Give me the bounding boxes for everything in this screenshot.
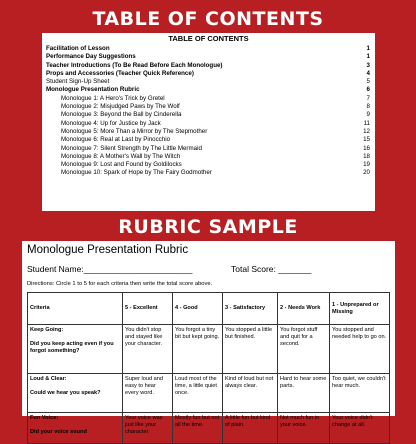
toc-entry (46, 153, 371, 161)
score-cell: Your voice didn't change at all. (330, 413, 390, 444)
score-cell: Your voice was just like your character. (123, 413, 173, 444)
toc-entry-label: Facilitation of Lesson (46, 45, 110, 52)
toc-banner-heading: TABLE OF CONTENTS (92, 8, 324, 30)
toc-entry-page: 20 (363, 169, 370, 177)
toc-entry (46, 53, 371, 61)
toc-list (46, 45, 371, 178)
toc-entry-page: 1 (366, 45, 370, 52)
toc-entry-page: 12 (363, 127, 370, 135)
toc-entry-label: Monologue 5: More Than a Mirror by The Stepmother (61, 127, 208, 135)
toc-entry-label: Monologue 2: Misjudged Paws by The Wolf (61, 103, 180, 111)
criterion-question: Could we hear you speak? (30, 389, 101, 396)
header-criteria: Criteria (28, 293, 123, 325)
toc-entry (46, 78, 371, 86)
toc-entry-label: Student Sign-Up Sheet (46, 78, 110, 86)
score-cell: Not much fun in your voice. (278, 413, 330, 444)
toc-entry-page: 18 (363, 152, 370, 160)
score-cell: You forgot a tiny bit but kept going. (173, 325, 223, 374)
score-cell: Mostly fun but not all the time. (173, 413, 223, 444)
toc-entry (46, 86, 371, 94)
toc-entry (46, 136, 371, 144)
rubric-directions: Directions: Circle 1 to 5 for each criteria then write the total score above. (27, 281, 213, 287)
score-cell: Loud most of the time, a little quiet once. (173, 374, 223, 413)
toc-entry-page: 11 (363, 119, 370, 127)
rubric-header-row (28, 293, 390, 325)
score-cell: Super loud and easy to hear every word. (123, 374, 173, 413)
header-good: 4 - Good (173, 293, 223, 325)
toc-entry (46, 120, 371, 128)
toc-entry-label: Monologue 4: Up for Justice by Jack (61, 119, 161, 127)
toc-entry-label: Monologue 6: Real at Last by Pinocchio (61, 136, 171, 144)
criterion-cell (28, 374, 123, 413)
toc-entry-label: Monologue 10: Spark of Hope by The Fairy Godmother (61, 169, 212, 177)
toc-inner-title: TABLE OF CONTENTS (168, 34, 249, 43)
criterion-question: Did you keep acting even if you forgot something? (30, 340, 114, 354)
rubric-row-loud-clear (28, 374, 390, 413)
toc-entry-page: 7 (366, 94, 370, 102)
score-cell: Kind of loud but not always clear. (223, 374, 278, 413)
toc-entry-page: 5 (366, 78, 370, 86)
criterion-question: Did your voice sound (30, 428, 87, 435)
toc-entry-page: 19 (363, 161, 370, 169)
criterion-name: Loud & Clear: (30, 376, 67, 382)
total-score-field: Total Score: _______ (231, 264, 312, 274)
toc-entry (46, 70, 371, 78)
rubric-row-keep-going (28, 325, 390, 374)
toc-entry (46, 128, 371, 136)
toc-entry-label: Monologue 8: A Mother's Wall by The Witch (61, 152, 181, 160)
header-unprepared: 1 - Unprepared or Missing (330, 293, 390, 325)
toc-entry-page: 15 (363, 136, 370, 144)
toc-entry-page: 3 (366, 61, 370, 69)
rubric-row-fun-voice (28, 413, 390, 444)
toc-entry-label: Monologue Presentation Rubric (46, 86, 140, 94)
criterion-name: Fun Voice: (30, 415, 59, 421)
rubric-banner-heading: RUBRIC SAMPLE (118, 216, 298, 238)
toc-entry-label: Teacher Introductions (To Be Read Before Each Monologue) (46, 61, 223, 69)
header-excellent: 5 - Excellent (123, 293, 173, 325)
rubric-title: Monologue Presentation Rubric (27, 244, 189, 256)
score-cell: A little fun but kind of plain. (223, 413, 278, 444)
toc-entry (46, 111, 371, 119)
score-cell: You forgot stuff and quit for a second. (278, 325, 330, 374)
toc-entry-page: 6 (366, 86, 370, 94)
score-cell: You stopped a little but finished. (223, 325, 278, 374)
toc-entry-label: Performance Day Suggestions (46, 53, 136, 61)
score-cell: You didn't stop and stayed like your character. (123, 325, 173, 374)
toc-entry (46, 161, 371, 169)
toc-entry-page: 9 (366, 111, 370, 119)
toc-entry (46, 145, 371, 153)
header-satisfactory: 3 - Satisfactory (223, 293, 278, 325)
toc-entry-label: Props and Accessories (Teacher Quick Reference) (46, 69, 194, 77)
toc-entry (46, 62, 371, 70)
toc-entry-label: Monologue 1: A Hero's Trick by Gretel (61, 94, 165, 102)
criterion-name: Keep Going: (30, 327, 64, 333)
toc-entry (46, 103, 371, 111)
toc-entry-label: Monologue 9: Lost and Found by Goldilocks (61, 161, 182, 169)
rubric-fields (27, 264, 390, 275)
rubric-table (27, 292, 390, 444)
toc-entry-label: Monologue 3: Beyond the Ball by Cinderella (61, 111, 182, 119)
student-name-field: Student Name:_______________________ (27, 264, 193, 274)
toc-entry (46, 95, 371, 103)
toc-entry-label: Monologue 7: Silent Strength by The Little Mermaid (61, 144, 202, 152)
header-needs-work: 2 - Needs Work (278, 293, 330, 325)
score-cell: You stopped and needed help to go on. (330, 325, 390, 374)
toc-entry-page: 1 (366, 53, 370, 61)
score-cell: Too quiet, we couldn't hear much. (330, 374, 390, 413)
score-cell: Hard to hear some parts. (278, 374, 330, 413)
criterion-cell (28, 413, 123, 444)
criterion-cell (28, 325, 123, 374)
table-of-contents-card (42, 33, 375, 211)
toc-entry (46, 169, 371, 177)
toc-entry (46, 45, 371, 53)
toc-entry-page: 8 (366, 103, 370, 111)
toc-entry-page: 16 (363, 144, 370, 152)
toc-entry-page: 4 (366, 69, 370, 77)
rubric-sample-card (22, 241, 395, 435)
